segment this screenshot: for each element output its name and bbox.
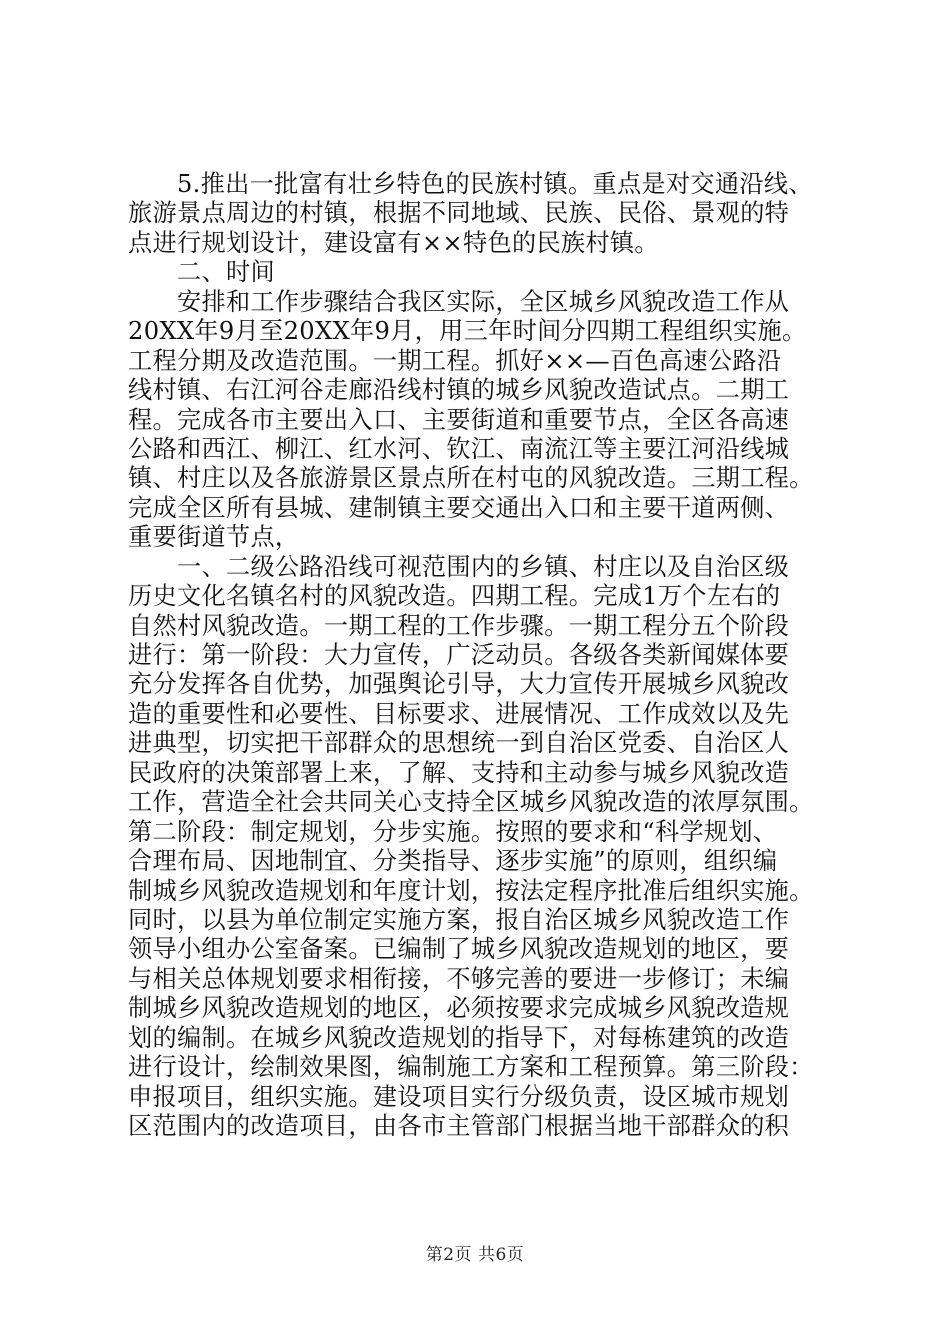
- text-line: 重要街道节点，: [128, 523, 300, 552]
- text-line: 第二阶段：制定规划，分步实施。按照的要求和“科学规划、: [128, 817, 778, 846]
- text-line: 制城乡风貌改造规划的地区，必须按要求完成城乡风貌改造规: [128, 994, 790, 1023]
- text-line: 一、二级公路沿线可视范围内的乡镇、村庄以及自治区级: [128, 552, 790, 581]
- text-line: 公路和西江、柳江、红水河、钦江、南流江等主要江河沿线城: [128, 434, 790, 463]
- text-line: 程。完成各市主要出入口、主要街道和重要节点，全区各高速: [128, 405, 790, 434]
- text-line: 进行：第一阶段：大力宣传，广泛动员。各级各类新闻媒体要: [128, 641, 790, 669]
- text-line: 工程分期及改造范围。一期工程。抓好××—百色高速公路沿: [128, 346, 782, 375]
- text-line: 充分发挥各自优势，加强舆论引导，大力宣传开展城乡风貌改: [128, 670, 790, 699]
- text-line: 进行设计，绘制效果图，编制施工方案和工程预算。第三阶段：: [128, 1053, 814, 1082]
- text-line: 进典型，切实把干部群众的思想统一到自治区党委、自治区人: [128, 729, 790, 758]
- text-line: 安排和工作步骤结合我区实际，全区城乡风貌改造工作从: [128, 287, 790, 316]
- text-line: 旅游景点周边的村镇，根据不同地域、民族、民俗、景观的特: [128, 199, 790, 228]
- text-line: 领导小组办公室备案。已编制了城乡风貌改造规划的地区，要: [128, 935, 790, 964]
- text-line: 区范围内的改造项目，由各市主管部门根据当地干部群众的积: [128, 1112, 790, 1140]
- text-line: 与相关总体规划要求相衔接，不够完善的要进一步修订；未编: [128, 964, 790, 993]
- text-line: 制城乡风貌改造规划和年度计划，按法定程序批准后组织实施。: [128, 876, 814, 905]
- text-line: 同时，以县为单位制定实施方案，报自治区城乡风貌改造工作: [128, 905, 790, 934]
- page-number-footer: 第2页 共6页: [425, 1245, 525, 1265]
- text-line: 完成全区所有县城、建制镇主要交通出入口和主要干道两侧、: [128, 493, 790, 522]
- section-heading: 二、时间: [128, 258, 275, 287]
- text-line: 点进行规划设计，建设富有××特色的民族村镇。: [128, 228, 659, 257]
- text-line: 20XX年9月至20XX年9月，用三年时间分四期工程组织实施。: [128, 317, 807, 346]
- text-line: 5.推出一批富有壮乡特色的民族村镇。重点是对交通沿线、: [128, 170, 813, 198]
- text-line: 线村镇、右江河谷走廊沿线村镇的城乡风貌改造试点。二期工: [128, 376, 790, 405]
- text-line: 合理布局、因地制宜、分类指导、逐步实施”的原则，组织编: [128, 847, 778, 876]
- text-line: 民政府的决策部署上来，了解、支持和主动参与城乡风貌改造: [128, 758, 790, 787]
- text-line: 自然村风貌改造。一期工程的工作步骤。一期工程分五个阶段: [128, 611, 790, 640]
- text-line: 工作，营造全社会共同关心支持全区城乡风貌改造的浓厚氛围。: [128, 788, 814, 817]
- text-line: 历史文化名镇名村的风貌改造。四期工程。完成1万个左右的: [128, 582, 781, 611]
- text-line: 划的编制。在城乡风貌改造规划的指导下，对每栋建筑的改造: [128, 1023, 790, 1052]
- body-text: [128, 170, 838, 1141]
- text-line: 申报项目，组织实施。建设项目实行分级负责，设区城市规划: [128, 1082, 790, 1111]
- text-line: 镇、村庄以及各旅游景区景点所在村屯的风貌改造。三期工程。: [128, 464, 814, 493]
- text-line: 造的重要性和必要性、目标要求、进展情况、工作成效以及先: [128, 699, 790, 728]
